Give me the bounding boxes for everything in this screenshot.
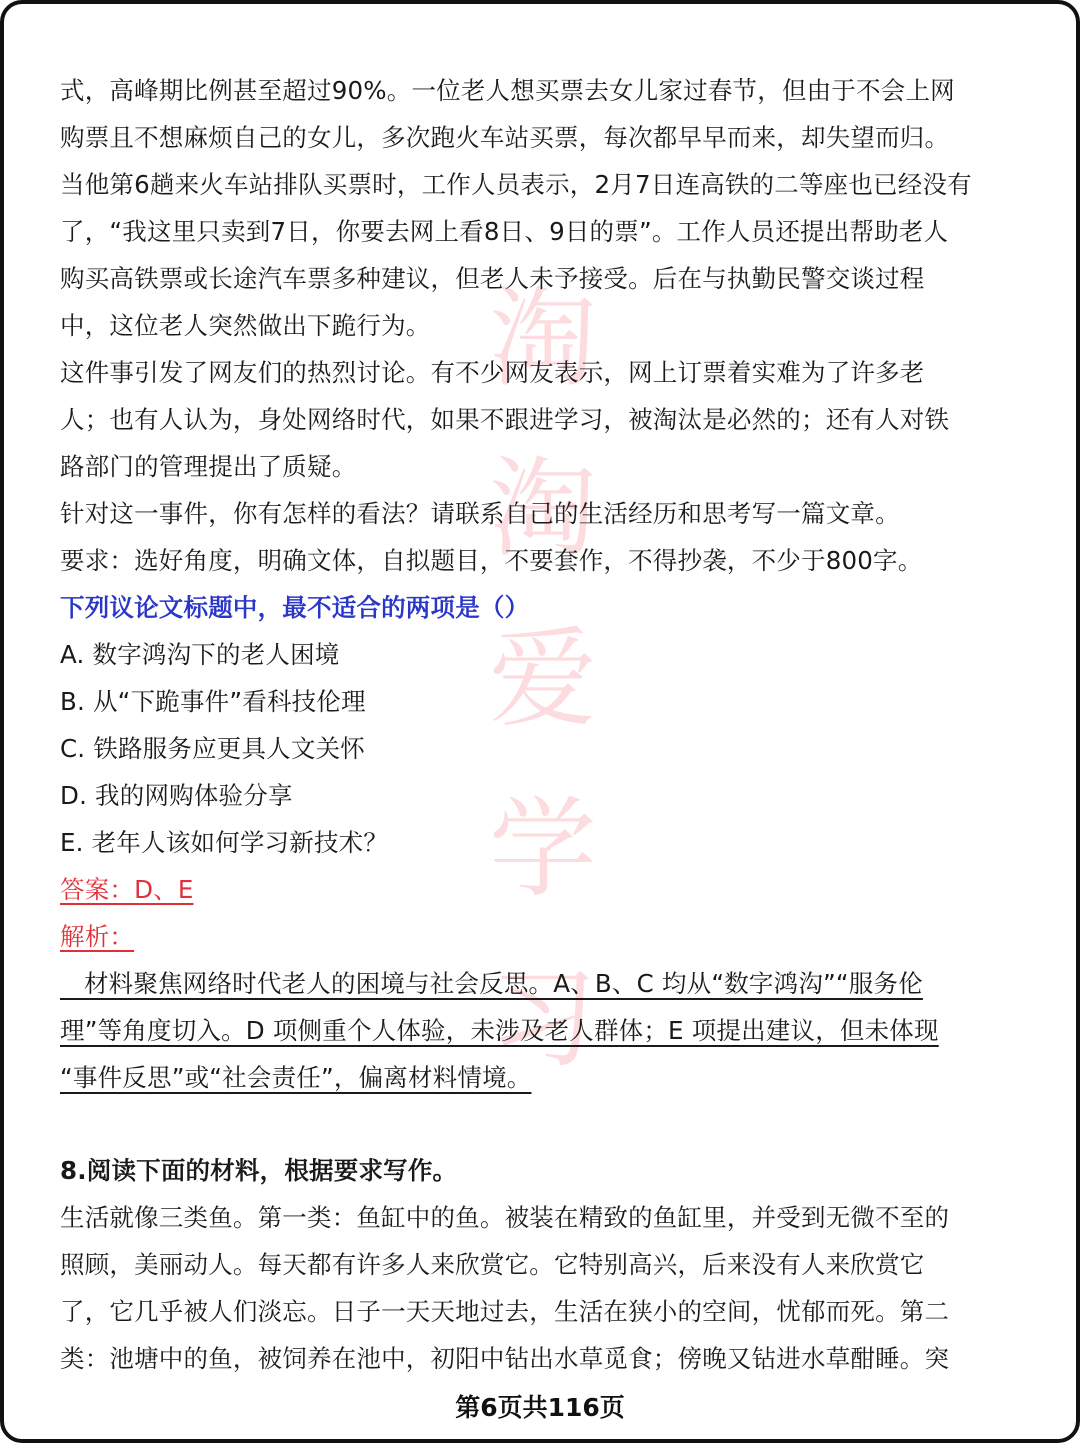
watermark-char: 爱 bbox=[488, 617, 597, 742]
option-b: B. 从“下跪事件”看科技伦理 bbox=[60, 687, 366, 716]
watermark-char: 淘 bbox=[488, 277, 597, 402]
section-line: 照顾，美丽动人。每天都有许多人来欣赏它。它特别高兴，后来没有人来欣赏它 bbox=[60, 1250, 925, 1279]
paragraph-line: 这件事引发了网友们的热烈讨论。有不少网友表示，网上订票着实难为了许多老 bbox=[60, 358, 925, 387]
analysis-line: 材料聚焦网络时代老人的困境与社会反思。A、B、C 均从“数字鸿沟”“服务伦 bbox=[60, 969, 923, 998]
paragraph-line: 针对这一事件，你有怎样的看法？请联系自己的生活经历和思考写一篇文章。 bbox=[60, 499, 900, 528]
answer: 答案：D、E bbox=[60, 875, 194, 904]
option-c: C. 铁路服务应更具人文关怀 bbox=[60, 734, 365, 763]
paragraph-line: 当他第6趟来火车站排队买票时，工作人员表示，2月7日连高铁的二等座也已经没有 bbox=[60, 170, 972, 199]
question-prompt: 下列议论文标题中，最不适合的两项是（） bbox=[60, 593, 530, 622]
paragraph-line: 购买高铁票或长途汽车票多种建议，但老人未予接受。后在与执勤民警交谈过程 bbox=[60, 264, 925, 293]
watermark-char: 学 bbox=[488, 787, 597, 912]
analysis-line: “事件反思”或“社会责任”，偏离材料情境。 bbox=[60, 1063, 532, 1092]
option-e: E. 老年人该如何学习新技术？ bbox=[60, 828, 389, 857]
section-line: 生活就像三类鱼。第一类：鱼缸中的鱼。被装在精致的鱼缸里，并受到无微不至的 bbox=[60, 1203, 950, 1232]
paragraph-line: 人；也有人认为，身处网络时代，如果不跟进学习，被淘汰是必然的；还有人对铁 bbox=[60, 405, 950, 434]
paragraph-line: 式，高峰期比例甚至超过90%。一位老人想买票去女儿家过春节，但由于不会上网 bbox=[60, 76, 955, 105]
option-a: A. 数字鸿沟下的老人困境 bbox=[60, 640, 340, 669]
paragraph-line: 要求：选好角度，明确文体，自拟题目，不要套作，不得抄袭，不少于800字。 bbox=[60, 546, 923, 575]
paragraph-line: 中，这位老人突然做出下跪行为。 bbox=[60, 311, 431, 340]
paragraph-line: 购票且不想麻烦自己的女儿，多次跑火车站买票，每次都早早而来，却失望而归。 bbox=[60, 123, 950, 152]
option-d: D. 我的网购体验分享 bbox=[60, 781, 293, 810]
document-body bbox=[60, 67, 1025, 1382]
watermark-char: 习 bbox=[488, 957, 597, 1082]
paragraph-line: 了，“我这里只卖到7日，你要去网上看8日、9日的票”。工作人员还提出帮助老人 bbox=[60, 217, 949, 246]
analysis-label: 解析： bbox=[60, 922, 135, 951]
paragraph-line: 路部门的管理提出了质疑。 bbox=[60, 452, 357, 481]
page-number: 第6页共116页 bbox=[455, 1393, 625, 1422]
analysis-line: 理”等角度切入。D 项侧重个人体验，未涉及老人群体；E 项提出建议，但未体现 bbox=[60, 1016, 939, 1045]
section-heading: 8.阅读下面的材料，根据要求写作。 bbox=[60, 1156, 458, 1185]
section-line: 类：池塘中的鱼，被饲养在池中，初阳中钻出水草觅食；傍晚又钻进水草酣睡。突 bbox=[60, 1344, 950, 1373]
watermark-char: 淘 bbox=[488, 447, 597, 572]
section-line: 了，它几乎被人们淡忘。日子一天天地过去，生活在狭小的空间，忧郁而死。第二 bbox=[60, 1297, 950, 1326]
